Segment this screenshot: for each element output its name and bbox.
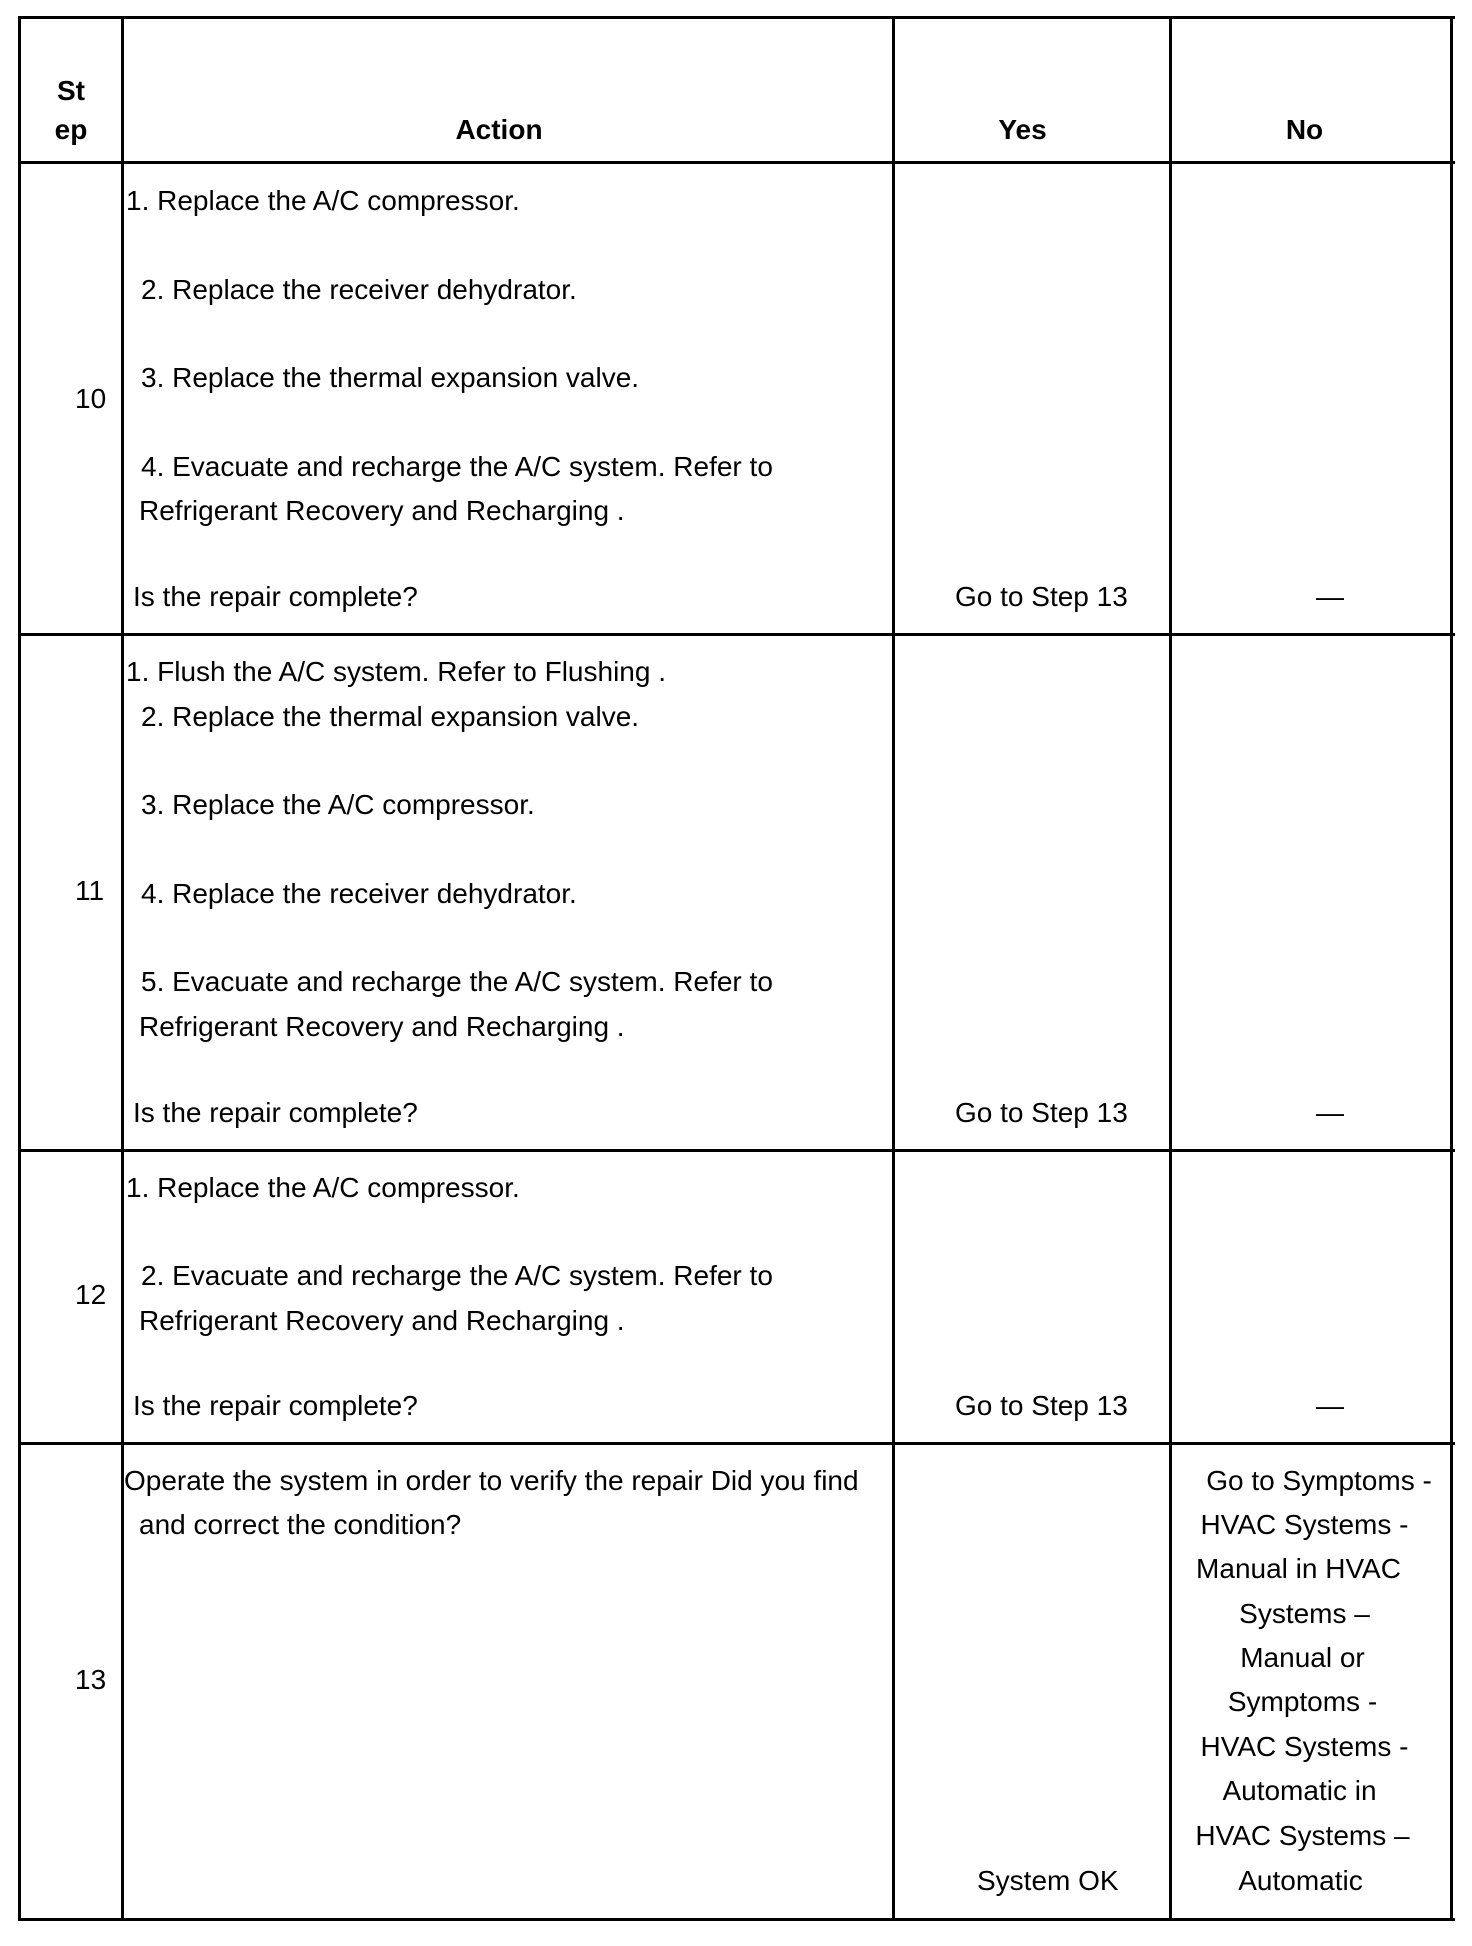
no-result-line: HVAC Systems -	[1200, 1509, 1409, 1540]
no-result-line: Automatic	[1238, 1865, 1363, 1896]
header-step-line1: St	[57, 75, 85, 106]
action-line: and correct the condition?	[139, 1509, 462, 1540]
step-number: 13	[75, 1664, 107, 1695]
action-line: Refrigerant Recovery and Recharging .	[139, 1305, 625, 1336]
step-number: 11	[75, 875, 105, 906]
action-line: 2. Replace the receiver dehydrator.	[141, 274, 577, 305]
no-result: —	[1316, 1390, 1344, 1421]
no-result-line: Manual in HVAC	[1196, 1553, 1401, 1584]
no-result-line: Symptoms -	[1227, 1686, 1378, 1717]
header-step-line2: ep	[54, 114, 88, 145]
row-divider-11	[18, 1149, 1455, 1152]
no-result: —	[1316, 581, 1344, 612]
no-result-line: Go to Symptoms -	[1206, 1465, 1432, 1496]
action-question: Is the repair complete?	[133, 1097, 418, 1128]
action-line: Refrigerant Recovery and Recharging .	[139, 1011, 625, 1042]
action-line: 3. Replace the thermal expansion valve.	[141, 362, 640, 393]
table-border-top	[18, 16, 1455, 19]
action-line: 1. Flush the A/C system. Refer to Flushing .	[126, 656, 666, 687]
yes-result: Go to Step 13	[955, 1390, 1128, 1421]
action-line: 2. Replace the thermal expansion valve.	[141, 701, 640, 732]
col-divider-action	[892, 16, 895, 1921]
no-result-line: HVAC Systems –	[1195, 1820, 1410, 1851]
no-result: —	[1316, 1097, 1344, 1128]
yes-result: System OK	[977, 1865, 1119, 1896]
action-line: 1. Replace the A/C compressor.	[126, 185, 520, 216]
header-divider	[18, 161, 1455, 164]
step-number: 10	[75, 383, 107, 414]
header-no: No	[1285, 114, 1324, 145]
col-divider-yes	[1169, 16, 1172, 1921]
table-border-left	[18, 16, 21, 1921]
action-line: 5. Evacuate and recharge the A/C system. Refer to	[141, 966, 773, 997]
action-line: Operate the system in order to verify the repair Did you find	[124, 1465, 859, 1496]
action-line: 4. Replace the receiver dehydrator.	[141, 878, 577, 909]
table-border-bottom	[18, 1918, 1455, 1921]
action-line: 2. Evacuate and recharge the A/C system. Refer to	[141, 1260, 773, 1291]
action-question: Is the repair complete?	[133, 1390, 418, 1421]
no-result-line: Manual or	[1240, 1642, 1365, 1673]
action-line: 4. Evacuate and recharge the A/C system. Refer to	[141, 451, 773, 482]
table-border-right	[1450, 16, 1453, 1921]
action-question: Is the repair complete?	[133, 581, 418, 612]
yes-result: Go to Step 13	[955, 1097, 1128, 1128]
step-number: 12	[75, 1279, 107, 1310]
header-action: Action	[455, 114, 543, 145]
yes-result: Go to Step 13	[955, 581, 1128, 612]
no-result-line: Automatic in	[1222, 1775, 1377, 1806]
header-yes: Yes	[998, 114, 1047, 145]
action-line: 1. Replace the A/C compressor.	[126, 1172, 520, 1203]
col-divider-step	[121, 16, 124, 1921]
row-divider-10	[18, 633, 1455, 636]
action-line: Refrigerant Recovery and Recharging .	[139, 495, 625, 526]
row-divider-12	[18, 1442, 1455, 1445]
action-line: 3. Replace the A/C compressor.	[141, 789, 535, 820]
no-result-line: HVAC Systems -	[1200, 1731, 1409, 1762]
no-result-line: Systems –	[1239, 1598, 1370, 1629]
